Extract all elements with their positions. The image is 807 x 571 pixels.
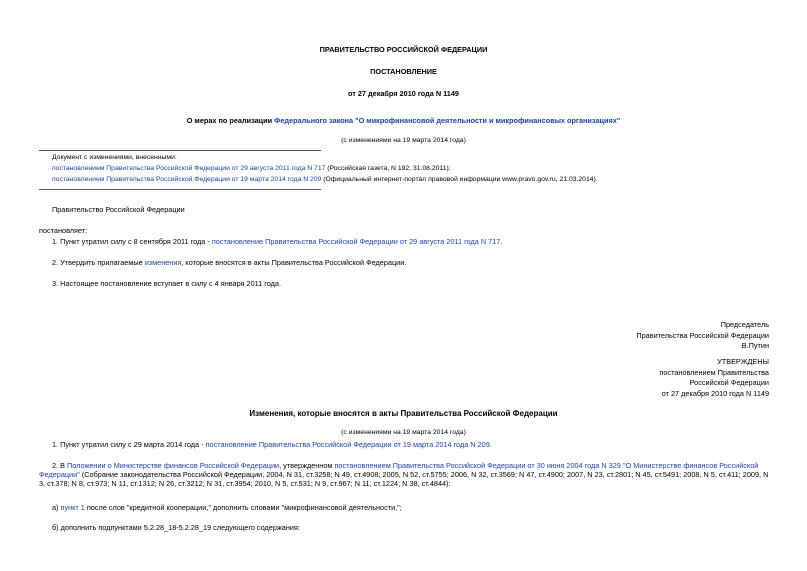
- changes-amend-note: (с изменениями на 19 марта 2014 года): [341, 429, 466, 436]
- change-1: [52, 440, 492, 449]
- signature-org: Правительства Российской Федерации: [636, 331, 769, 340]
- government-heading: ПРАВИТЕЛЬСТВО РОССИЙСКОЙ ФЕДЕРАЦИИ: [319, 45, 488, 54]
- paragraph-3: 3. Настоящее постановление вступает в силу с 4 января 2011 года.: [52, 279, 281, 288]
- paragraph-2-start: 2. Утвердить прилагаемые: [52, 258, 145, 267]
- paragraph-1: [52, 237, 502, 246]
- resolution-329-link[interactable]: постановлением Правительства Российской Федерации от 30 июня 2004 года N 329 "О Министерстве финансов Российской Федерации": [39, 461, 759, 480]
- change-2-citations: (Собрание законодательства Российской Федерации, 2004, N 31, ст.3258; N 49, ст.4908; 2005, N 52, ст.5755; 2006, N 32, ст.3569; N 47, ст.4900; 2007, N 23, ст.2801; N 45, ст.5491; 2008, N 5, ст.411; 2009, N 3, ст.378; N 8, ст.973; N 11, ст.1312; N 26, ст.3212; N 31, ст.3954; 2010, N 5, ст.531; N 9, ст.967; N 11, ст.1224; N 38, ст.4844):: [39, 470, 769, 489]
- document-type: ПОСТАНОВЛЕНИЕ: [370, 67, 437, 76]
- change-1-link[interactable]: постановление Правительства Российской Федерации от 19 марта 2014 года N 209: [205, 440, 490, 449]
- title-prefix: О мерах по реализации: [186, 116, 275, 125]
- change-2a-end: после слов "кредитной кооперации," дополнить словами "микрофинансовой деятельности,";: [84, 503, 402, 512]
- change-2-mid: , утвержденном: [279, 461, 335, 470]
- paragraph-2-end: , которые вносятся в акты Правительства Российской Федерации.: [181, 258, 407, 267]
- paragraph-1-link[interactable]: постановление Правительства Российской Федерации от 29 августа 2011 года N 717: [211, 237, 501, 246]
- amend-line-2: [52, 176, 598, 184]
- approved-line-2: Российской Федерации: [689, 378, 769, 387]
- ministry-regulation-link[interactable]: Положении о Министерстве финансов Российской Федерации: [67, 461, 280, 470]
- body-government: Правительство Российской Федерации: [52, 205, 185, 214]
- document-title: [0, 116, 807, 125]
- change-2a-start: а): [52, 503, 61, 512]
- change-2-start: 2. В: [52, 461, 68, 470]
- amend-box-heading: Документ с изменениями, внесенными:: [52, 154, 177, 161]
- change-1-text: 1. Пункт утратил силу с 29 марта 2014 года -: [52, 440, 206, 449]
- approved-label: УТВЕРЖДЕНЫ: [717, 357, 769, 366]
- clause-1-link[interactable]: пункт 1: [60, 503, 85, 512]
- amend-link-1[interactable]: постановлением Правительства Российской Федерации от 29 августа 2011 года N 717: [52, 165, 326, 172]
- federal-law-link[interactable]: Федерального закона "О микрофинансовой деятельности и микрофинансовых организациях": [274, 116, 621, 125]
- paragraph-1-end: .: [500, 237, 503, 246]
- divider-top: [39, 150, 321, 151]
- change-2b: б) дополнить подпунктами 5.2.28_18-5.2.28_19 следующего содержания:: [52, 523, 300, 532]
- body-decides: постановляет:: [39, 226, 88, 235]
- changes-link[interactable]: изменения: [144, 258, 182, 267]
- document-date: от 27 декабря 2010 года N 1149: [348, 89, 459, 98]
- amend-note: (с изменениями на 19 марта 2014 года): [341, 137, 466, 144]
- amend-line-2-rest: (Официальный интернет-портал правовой информации www.pravo.gov.ru, 21.03.2014).: [321, 176, 598, 183]
- signature-name: В.Путин: [741, 341, 769, 350]
- change-2a: [52, 503, 402, 512]
- approved-line-1: постановлением Правительства: [659, 368, 769, 377]
- amend-line-1-rest: (Российская газета, N 192, 31.08.2011);: [325, 165, 451, 172]
- change-2: [39, 461, 771, 488]
- signature-role: Председатель: [720, 320, 769, 329]
- amend-link-2[interactable]: постановлением Правительства Российской Федерации от 19 марта 2014 года N 209: [52, 176, 322, 183]
- divider-bottom: [39, 189, 321, 190]
- changes-title: Изменения, которые вносятся в акты Правительства Российской Федерации: [249, 409, 558, 418]
- paragraph-2: [52, 258, 406, 267]
- change-1-end: .: [489, 440, 492, 449]
- approved-line-3: от 27 декабря 2010 года N 1149: [661, 389, 769, 398]
- paragraph-1-text: 1. Пункт утратил силу с 8 сентября 2011 года -: [52, 237, 212, 246]
- amend-line-1: [52, 165, 451, 173]
